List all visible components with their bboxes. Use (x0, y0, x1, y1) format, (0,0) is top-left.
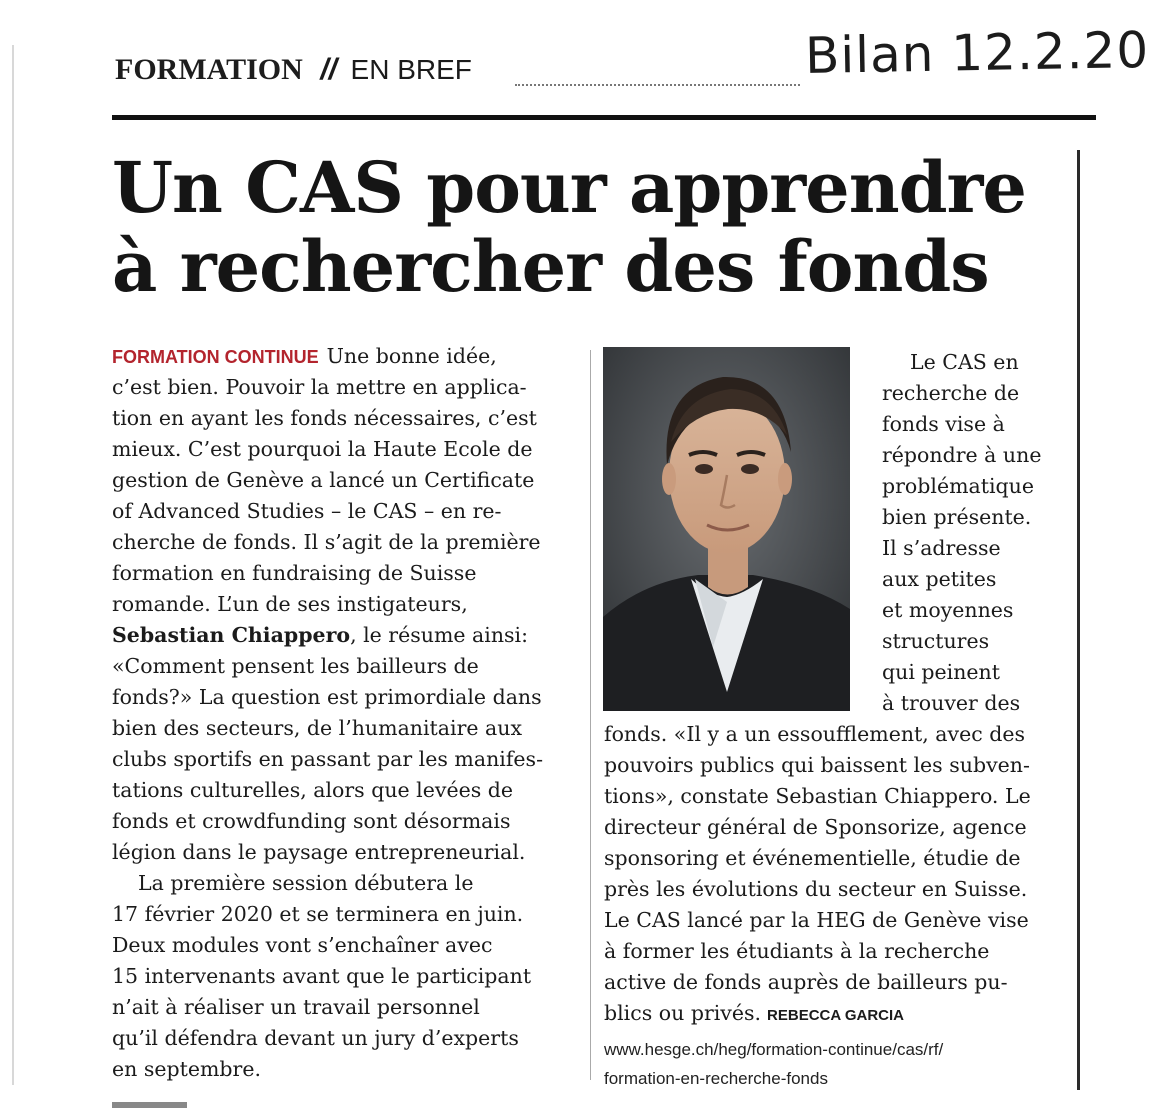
text-line: La première session débutera le (138, 871, 474, 895)
article-column-2-wrap (882, 347, 1041, 719)
text-line: tions», constate Sebastian Chiappero. Le (604, 784, 1031, 808)
text-line: pouvoirs publics qui baissent les subven- (604, 753, 1030, 777)
portrait-photo (603, 347, 850, 711)
header-rule (112, 115, 1096, 120)
section-name: FORMATION (115, 53, 303, 86)
text-line: en septembre. (112, 1057, 262, 1081)
article-column-1 (112, 341, 543, 1085)
text-line: Le CAS en (910, 350, 1019, 374)
text-line: sponsoring et événementielle, étudie de (604, 846, 1021, 870)
text-line: recherche de (882, 381, 1020, 405)
text-line: fonds et crowdfunding sont désormais (112, 809, 511, 833)
text-line: gestion de Genève a lancé un Certificate (112, 468, 535, 492)
text-line: 15 intervenants avant que le participant (112, 964, 532, 988)
text-line: cherche de fonds. Il s’agit de la première (112, 530, 541, 554)
section-separator: // (320, 53, 337, 86)
text-line (112, 341, 543, 372)
text-line: mieux. C’est pourquoi la Haute Ecole de (112, 437, 533, 461)
text-line: problématique (882, 474, 1034, 498)
scan-edge-line (12, 45, 14, 1085)
text-line (604, 998, 1031, 1029)
headline-line-2: à rechercher des fonds (112, 225, 989, 308)
text-line: fonds vise à (882, 412, 1005, 436)
text-line: of Advanced Studies – le CAS – en re- (112, 499, 502, 523)
url-line-1[interactable]: www.hesge.ch/heg/formation-continue/cas/rf/ (604, 1040, 944, 1059)
text-line (112, 620, 543, 651)
dotted-leader (515, 84, 800, 86)
text-run: blics ou privés. (604, 1001, 762, 1025)
text-line: près les évolutions du secteur en Suisse. (604, 877, 1028, 901)
text-line: qu’il défendra devant un jury d’experts (112, 1026, 519, 1050)
text-line: formation en fundraising de Suisse (112, 561, 477, 585)
handwritten-source-note: Bilan 12.2.20 (804, 21, 1150, 85)
url-line-2[interactable]: formation-en-recherche-fonds (604, 1069, 828, 1088)
article-column-2 (604, 719, 1031, 1029)
text-line: aux petites (882, 567, 997, 591)
text-line: Deux modules vont s’enchaîner avec (112, 933, 493, 957)
text-line: 17 février 2020 et se terminera en juin. (112, 902, 524, 926)
text-line: à trouver des (882, 691, 1021, 715)
person-name: Sebastian Chiappero (112, 623, 351, 647)
text-line: directeur général de Sponsorize, agence (604, 815, 1027, 839)
text-line: romande. L’un de ses instigateurs, (112, 592, 468, 616)
text-line: à former les étudiants à la recherche (604, 939, 990, 963)
text-line: fonds?» La question est primordiale dans (112, 685, 542, 709)
page-mark (112, 1102, 187, 1108)
text-line: et moyennes (882, 598, 1014, 622)
text-line: bien des secteurs, de l’humanitaire aux (112, 716, 522, 740)
text-line: n’ait à réaliser un travail personnel (112, 995, 480, 1019)
right-column-rule (1077, 150, 1080, 1090)
text-line: tations culturelles, alors que levées de (112, 778, 514, 802)
text-line: qui peinent (882, 660, 1000, 684)
article-url[interactable] (604, 1035, 943, 1093)
text-line: tion en ayant les fonds nécessaires, c’est (112, 406, 537, 430)
text-line: clubs sportifs en passant par les manifes- (112, 747, 543, 771)
article-headline (112, 148, 1072, 306)
text-line: «Comment pensent les bailleurs de (112, 654, 479, 678)
text-run: Une bonne idée, (326, 344, 497, 368)
text-run: , le résume ainsi: (350, 623, 529, 647)
text-line: Le CAS lancé par la HEG de Genève vise (604, 908, 1029, 932)
kicker-label: FORMATION CONTINUE (112, 347, 319, 367)
subsection-name: EN BREF (350, 54, 472, 85)
author-byline: REBECCA GARCIA (767, 1007, 904, 1024)
text-line: répondre à une (882, 443, 1042, 467)
column-divider (590, 350, 591, 1080)
text-line: c’est bien. Pouvoir la mettre en applica- (112, 375, 527, 399)
text-line: fonds. «Il y a un essoufflement, avec des (604, 722, 1026, 746)
text-line: active de fonds auprès de bailleurs pu- (604, 970, 1008, 994)
headline-line-1: Un CAS pour apprendre (112, 146, 1026, 229)
text-line: Il s’adresse (882, 536, 1001, 560)
portrait-illustration (603, 347, 850, 711)
text-line: bien présente. (882, 505, 1032, 529)
section-header (115, 52, 472, 87)
text-line: structures (882, 629, 990, 653)
text-line: légion dans le paysage entrepreneurial. (112, 840, 526, 864)
